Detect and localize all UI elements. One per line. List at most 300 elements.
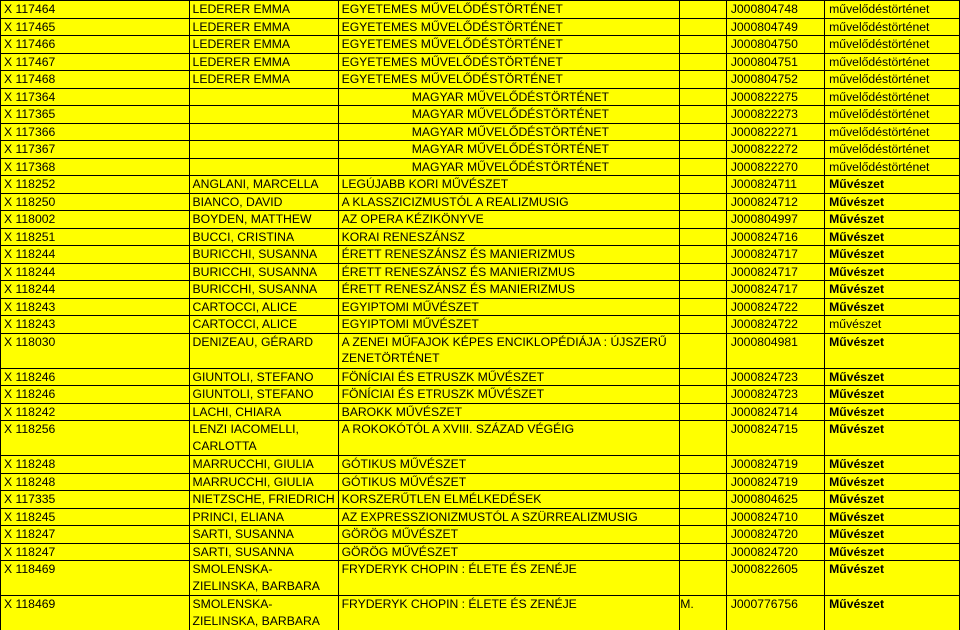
table-row[interactable]: [1, 1, 960, 19]
table-row[interactable]: [1, 281, 960, 299]
table-row[interactable]: [1, 18, 960, 36]
cell-author[interactable]: [189, 543, 338, 561]
cell-code-text: J000804750: [730, 37, 798, 51]
cell-id-text: X 117465: [4, 19, 56, 34]
cell-author[interactable]: [189, 193, 338, 211]
cell-title[interactable]: [338, 316, 680, 334]
cell-id[interactable]: [1, 228, 190, 246]
cell-category[interactable]: [825, 333, 960, 368]
cell-category-text: művelődéstörténet: [829, 2, 930, 16]
cell-id-text: X 117466: [4, 37, 56, 51]
cell-extra[interactable]: [680, 88, 727, 106]
cell-code[interactable]: [726, 88, 824, 106]
cell-title[interactable]: [338, 333, 680, 368]
cell-id[interactable]: [1, 298, 190, 316]
cell-title[interactable]: [338, 158, 680, 176]
cell-title-text: BAROKK MŰVÉSZET: [341, 404, 463, 419]
cell-code[interactable]: [726, 123, 824, 141]
cell-id[interactable]: [1, 193, 190, 211]
cell-id[interactable]: [1, 106, 190, 124]
cell-extra[interactable]: [680, 543, 727, 561]
cell-extra[interactable]: [680, 158, 727, 176]
cell-category[interactable]: [825, 596, 960, 630]
cell-code[interactable]: [726, 508, 824, 526]
cell-category-text: Művészet: [829, 562, 885, 576]
cell-author[interactable]: [189, 211, 338, 229]
cell-id[interactable]: [1, 456, 190, 474]
table-row[interactable]: [1, 561, 960, 596]
cell-title[interactable]: [338, 123, 680, 141]
cell-title-text: MAGYAR MŰVELŐDÉSTÖRTÉNET: [411, 159, 610, 174]
cell-category-text: Művészet: [829, 212, 885, 226]
cell-extra[interactable]: [680, 526, 727, 544]
cell-extra[interactable]: [680, 473, 727, 491]
cell-author[interactable]: [189, 281, 338, 299]
cell-code[interactable]: [726, 543, 824, 561]
cell-author-text: BUCCI, CRISTINA: [192, 229, 295, 244]
cell-title[interactable]: [338, 421, 680, 456]
cell-extra[interactable]: [680, 386, 727, 404]
cell-title[interactable]: [338, 211, 680, 229]
cell-id[interactable]: [1, 176, 190, 194]
cell-category-text: művelődéstörténet: [829, 142, 930, 156]
cell-author[interactable]: [189, 106, 338, 124]
cell-author[interactable]: [189, 141, 338, 159]
cell-extra[interactable]: [680, 508, 727, 526]
cell-category-text: művelődéstörténet: [829, 107, 930, 121]
table-row[interactable]: [1, 36, 960, 54]
cell-category-text: művelődéstörténet: [829, 37, 930, 51]
cell-author-text: SARTI, SUSANNA: [192, 527, 294, 541]
cell-code[interactable]: [726, 316, 824, 334]
cell-code[interactable]: [726, 228, 824, 246]
cell-extra[interactable]: [680, 561, 727, 596]
cell-code-text: J000824710: [730, 509, 798, 524]
cell-extra[interactable]: [680, 18, 727, 36]
cell-title[interactable]: [338, 473, 680, 491]
cell-code[interactable]: [726, 561, 824, 596]
cell-code-text: J000804997: [730, 212, 798, 226]
cell-category-text: Művészet: [829, 282, 885, 296]
cell-code[interactable]: [726, 263, 824, 281]
cell-author-text: MARRUCCHI, GIULIA: [192, 474, 314, 489]
cell-author-text: MARRUCCHI, GIULIA: [192, 457, 314, 471]
cell-title-text: GÖRÖG MŰVÉSZET: [341, 544, 459, 559]
cell-category[interactable]: [825, 421, 960, 456]
cell-title-text: EGYETEMES MŰVELŐDÉSTÖRTÉNET: [341, 72, 563, 86]
cell-title[interactable]: [338, 18, 680, 36]
cell-title-text: KORSZERŰTLEN ELMÉLKEDÉSEK: [341, 492, 542, 506]
cell-author[interactable]: [189, 263, 338, 281]
cell-code-text: J000824723: [730, 387, 798, 401]
cell-code[interactable]: [726, 1, 824, 19]
cell-title-text: ÉRETT RENESZÁNSZ ÉS MANIERIZMUS: [341, 247, 575, 261]
cell-code[interactable]: [726, 526, 824, 544]
cell-author[interactable]: [189, 1, 338, 19]
cell-id-text: X 118248: [4, 457, 56, 471]
cell-author[interactable]: [189, 526, 338, 544]
cell-category[interactable]: [825, 456, 960, 474]
cell-category[interactable]: [825, 106, 960, 124]
cell-id-text: X 117464: [4, 2, 56, 16]
cell-id-text: X 118244: [4, 247, 56, 261]
cell-category[interactable]: [825, 88, 960, 106]
cell-author-text: LENZI IACOMELLI, CARLOTTA: [192, 422, 299, 453]
cell-author[interactable]: [189, 368, 338, 386]
cell-code-text: J000822271: [730, 124, 798, 139]
cell-category[interactable]: [825, 228, 960, 246]
cell-title[interactable]: [338, 106, 680, 124]
cell-author[interactable]: [189, 123, 338, 141]
table-row[interactable]: [1, 106, 960, 124]
cell-code[interactable]: [726, 421, 824, 456]
cell-id[interactable]: [1, 71, 190, 89]
cell-title-text: EGYIPTOMI MŰVÉSZET: [341, 299, 479, 314]
cell-category[interactable]: [825, 543, 960, 561]
cell-title[interactable]: [338, 403, 680, 421]
cell-category[interactable]: [825, 36, 960, 54]
cell-extra[interactable]: [680, 53, 727, 71]
cell-title-text: GÓTIKUS MŰVÉSZET: [341, 457, 467, 471]
cell-extra[interactable]: [680, 421, 727, 456]
cell-extra[interactable]: [680, 246, 727, 264]
cell-category-text: Művészet: [829, 527, 885, 541]
cell-code[interactable]: [726, 158, 824, 176]
cell-code[interactable]: [726, 211, 824, 229]
cell-title[interactable]: [338, 561, 680, 596]
cell-category[interactable]: [825, 1, 960, 19]
cell-title[interactable]: [338, 228, 680, 246]
cell-title-text: LEGÚJABB KORI MŰVÉSZET: [341, 177, 509, 191]
cell-category-text: Művészet: [829, 474, 885, 489]
cell-extra[interactable]: [680, 176, 727, 194]
cell-category-text: Művészet: [829, 457, 885, 471]
cell-category[interactable]: [825, 561, 960, 596]
cell-author[interactable]: [189, 53, 338, 71]
cell-author-text: PRINCI, ELIANA: [192, 509, 284, 524]
cell-id[interactable]: [1, 211, 190, 229]
cell-title-text: FRYDERYK CHOPIN : ÉLETE ÉS ZENÉJE: [341, 562, 577, 576]
cell-id-text: X 117367: [4, 142, 56, 156]
cell-id[interactable]: [1, 123, 190, 141]
table-row[interactable]: [1, 193, 960, 211]
cell-author[interactable]: [189, 298, 338, 316]
cell-author[interactable]: [189, 561, 338, 596]
cell-author[interactable]: [189, 228, 338, 246]
cell-code[interactable]: [726, 141, 824, 159]
cell-id-text: X 117468: [4, 72, 56, 86]
cell-author[interactable]: [189, 473, 338, 491]
table-row[interactable]: [1, 123, 960, 141]
cell-author[interactable]: [189, 316, 338, 334]
cell-id[interactable]: [1, 403, 190, 421]
table-row[interactable]: [1, 543, 960, 561]
cell-title[interactable]: [338, 176, 680, 194]
cell-author-text: BIANCO, DAVID: [192, 194, 283, 209]
cell-category[interactable]: [825, 246, 960, 264]
cell-id[interactable]: [1, 491, 190, 509]
cell-code[interactable]: [726, 491, 824, 509]
cell-category[interactable]: [825, 193, 960, 211]
cell-code-text: J000824722: [730, 299, 798, 314]
table-row[interactable]: [1, 526, 960, 544]
cell-author[interactable]: [189, 491, 338, 509]
cell-category[interactable]: [825, 491, 960, 509]
cell-category[interactable]: [825, 71, 960, 89]
table-row[interactable]: [1, 386, 960, 404]
cell-id[interactable]: [1, 596, 190, 630]
cell-title[interactable]: [338, 368, 680, 386]
cell-extra[interactable]: [680, 71, 727, 89]
cell-title-text: EGYIPTOMI MŰVÉSZET: [341, 317, 479, 331]
cell-id[interactable]: [1, 263, 190, 281]
cell-code[interactable]: [726, 456, 824, 474]
cell-author-text: CARTOCCI, ALICE: [192, 317, 298, 331]
cell-extra[interactable]: [680, 368, 727, 386]
cell-code[interactable]: [726, 386, 824, 404]
cell-extra[interactable]: [680, 123, 727, 141]
cell-title[interactable]: [338, 1, 680, 19]
table-row[interactable]: [1, 211, 960, 229]
cell-author[interactable]: [189, 403, 338, 421]
cell-author-text: LEDERER EMMA: [192, 72, 291, 86]
cell-id[interactable]: [1, 141, 190, 159]
cell-code[interactable]: [726, 473, 824, 491]
cell-code[interactable]: [726, 71, 824, 89]
cell-title[interactable]: [338, 263, 680, 281]
cell-category-text: Művészet: [829, 247, 885, 261]
cell-id[interactable]: [1, 281, 190, 299]
cell-extra[interactable]: [680, 211, 727, 229]
cell-author-text: SARTI, SUSANNA: [192, 544, 294, 559]
cell-category[interactable]: [825, 18, 960, 36]
table-row[interactable]: [1, 298, 960, 316]
table-row[interactable]: [1, 491, 960, 509]
cell-category-text: művelődéstörténet: [829, 124, 930, 139]
cell-id-text: X 118030: [4, 334, 56, 349]
cell-code[interactable]: [726, 596, 824, 630]
cell-code-text: J000824714: [730, 404, 798, 419]
cell-code-text: J000822273: [730, 107, 798, 121]
table-row[interactable]: [1, 403, 960, 421]
cell-code[interactable]: [726, 281, 824, 299]
cell-title[interactable]: [338, 596, 680, 630]
cell-id[interactable]: [1, 386, 190, 404]
cell-title[interactable]: [338, 491, 680, 509]
cell-extra[interactable]: [680, 316, 727, 334]
cell-id-text: X 117365: [4, 107, 56, 121]
cell-author[interactable]: [189, 18, 338, 36]
cell-id-text: X 118246: [4, 369, 56, 384]
cell-category[interactable]: [825, 53, 960, 71]
cell-title-text: MAGYAR MŰVELŐDÉSTÖRTÉNET: [411, 107, 610, 121]
table-row[interactable]: [1, 421, 960, 456]
cell-id[interactable]: [1, 333, 190, 368]
cell-id[interactable]: [1, 1, 190, 19]
cell-code-text: J000804751: [730, 54, 798, 69]
cell-code-text: J000824719: [730, 474, 798, 489]
cell-code[interactable]: [726, 36, 824, 54]
cell-extra[interactable]: [680, 228, 727, 246]
cell-extra[interactable]: [680, 193, 727, 211]
cell-id-text: X 118469: [4, 562, 56, 576]
cell-code-text: J000804625: [730, 492, 798, 506]
cell-id[interactable]: [1, 316, 190, 334]
cell-category-text: Művészet: [829, 404, 885, 419]
cell-id[interactable]: [1, 88, 190, 106]
cell-id[interactable]: [1, 508, 190, 526]
cell-code[interactable]: [726, 333, 824, 368]
cell-title[interactable]: [338, 88, 680, 106]
table-row[interactable]: [1, 368, 960, 386]
cell-id-text: X 118256: [4, 422, 56, 436]
cell-id[interactable]: [1, 18, 190, 36]
cell-id[interactable]: [1, 561, 190, 596]
cell-extra[interactable]: [680, 281, 727, 299]
cell-id[interactable]: [1, 53, 190, 71]
cell-category[interactable]: [825, 403, 960, 421]
cell-id[interactable]: [1, 36, 190, 54]
cell-title-text: GÖRÖG MŰVÉSZET: [341, 527, 459, 541]
cell-id[interactable]: [1, 543, 190, 561]
cell-category[interactable]: [825, 368, 960, 386]
table-row[interactable]: [1, 263, 960, 281]
cell-title-text: ÉRETT RENESZÁNSZ ÉS MANIERIZMUS: [341, 282, 575, 296]
cell-category[interactable]: [825, 526, 960, 544]
cell-title[interactable]: [338, 141, 680, 159]
cell-title[interactable]: [338, 36, 680, 54]
cell-extra[interactable]: [680, 263, 727, 281]
cell-category[interactable]: [825, 281, 960, 299]
cell-title-text: MAGYAR MŰVELŐDÉSTÖRTÉNET: [411, 142, 610, 156]
cell-id-text: X 117368: [4, 159, 56, 174]
cell-category-text: Művészet: [829, 387, 885, 401]
cell-extra[interactable]: [680, 106, 727, 124]
cell-category-text: Művészet: [829, 597, 885, 611]
cell-category-text: művelődéstörténet: [829, 72, 930, 86]
table-row[interactable]: [1, 596, 960, 630]
cell-category[interactable]: [825, 386, 960, 404]
cell-category[interactable]: [825, 211, 960, 229]
cell-author[interactable]: [189, 36, 338, 54]
cell-author[interactable]: [189, 333, 338, 368]
cell-extra[interactable]: [680, 333, 727, 368]
cell-id[interactable]: [1, 473, 190, 491]
cell-category[interactable]: [825, 141, 960, 159]
cell-category[interactable]: [825, 263, 960, 281]
cell-title-text: MAGYAR MŰVELŐDÉSTÖRTÉNET: [411, 124, 610, 139]
cell-extra[interactable]: [680, 596, 727, 630]
cell-author[interactable]: [189, 88, 338, 106]
cell-author-text: CARTOCCI, ALICE: [192, 299, 298, 314]
cell-author-text: GIUNTOLI, STEFANO: [192, 387, 314, 401]
cell-title[interactable]: [338, 526, 680, 544]
cell-extra[interactable]: [680, 298, 727, 316]
cell-title[interactable]: [338, 53, 680, 71]
cell-id-text: X 118469: [4, 597, 56, 611]
table-row[interactable]: [1, 333, 960, 368]
cell-id[interactable]: [1, 421, 190, 456]
cell-id[interactable]: [1, 368, 190, 386]
cell-id[interactable]: [1, 158, 190, 176]
cell-title[interactable]: [338, 246, 680, 264]
cell-category[interactable]: [825, 158, 960, 176]
cell-author[interactable]: [189, 596, 338, 630]
table-row[interactable]: [1, 316, 960, 334]
cell-id[interactable]: [1, 246, 190, 264]
cell-extra[interactable]: [680, 36, 727, 54]
cell-author[interactable]: [189, 71, 338, 89]
cell-code[interactable]: [726, 193, 824, 211]
table-row[interactable]: [1, 158, 960, 176]
cell-extra[interactable]: [680, 456, 727, 474]
table-row[interactable]: [1, 473, 960, 491]
cell-category-text: művelődéstörténet: [829, 19, 930, 34]
cell-title[interactable]: [338, 193, 680, 211]
cell-title[interactable]: [338, 298, 680, 316]
table-row[interactable]: [1, 88, 960, 106]
table-row[interactable]: [1, 53, 960, 71]
table-row[interactable]: [1, 246, 960, 264]
cell-title[interactable]: [338, 543, 680, 561]
cell-id-text: X 117364: [4, 89, 56, 104]
cell-code[interactable]: [726, 246, 824, 264]
cell-author[interactable]: [189, 176, 338, 194]
cell-code-text: J000776756: [730, 597, 798, 611]
cell-title[interactable]: [338, 456, 680, 474]
cell-author[interactable]: [189, 386, 338, 404]
cell-code[interactable]: [726, 106, 824, 124]
cell-title[interactable]: [338, 281, 680, 299]
cell-title[interactable]: [338, 386, 680, 404]
table-row[interactable]: [1, 228, 960, 246]
cell-category[interactable]: [825, 473, 960, 491]
cell-title-text: A KLASSZICIZMUSTÓL A REALIZMUSIG: [341, 194, 569, 209]
cell-author[interactable]: [189, 421, 338, 456]
cell-code[interactable]: [726, 368, 824, 386]
cell-author[interactable]: [189, 158, 338, 176]
table-row[interactable]: [1, 456, 960, 474]
cell-author[interactable]: [189, 246, 338, 264]
cell-extra[interactable]: [680, 403, 727, 421]
cell-code[interactable]: [726, 176, 824, 194]
cell-category[interactable]: [825, 316, 960, 334]
cell-category-text: Művészet: [829, 544, 885, 559]
table-row[interactable]: [1, 176, 960, 194]
cell-code[interactable]: [726, 298, 824, 316]
cell-code[interactable]: [726, 403, 824, 421]
table-row[interactable]: [1, 71, 960, 89]
table-row[interactable]: [1, 508, 960, 526]
cell-code[interactable]: [726, 53, 824, 71]
cell-extra[interactable]: [680, 141, 727, 159]
cell-extra[interactable]: [680, 1, 727, 19]
cell-author[interactable]: [189, 456, 338, 474]
cell-extra[interactable]: [680, 491, 727, 509]
cell-author-text: LEDERER EMMA: [192, 19, 291, 34]
cell-author[interactable]: [189, 508, 338, 526]
cell-author-text: SMOLENSKA-ZIELINSKA, BARBARA: [192, 597, 320, 628]
cell-category[interactable]: [825, 123, 960, 141]
table-row[interactable]: [1, 141, 960, 159]
cell-category[interactable]: [825, 298, 960, 316]
cell-category[interactable]: [825, 508, 960, 526]
cell-category[interactable]: [825, 176, 960, 194]
cell-code[interactable]: [726, 18, 824, 36]
cell-title[interactable]: [338, 508, 680, 526]
cell-id[interactable]: [1, 526, 190, 544]
cell-title[interactable]: [338, 71, 680, 89]
